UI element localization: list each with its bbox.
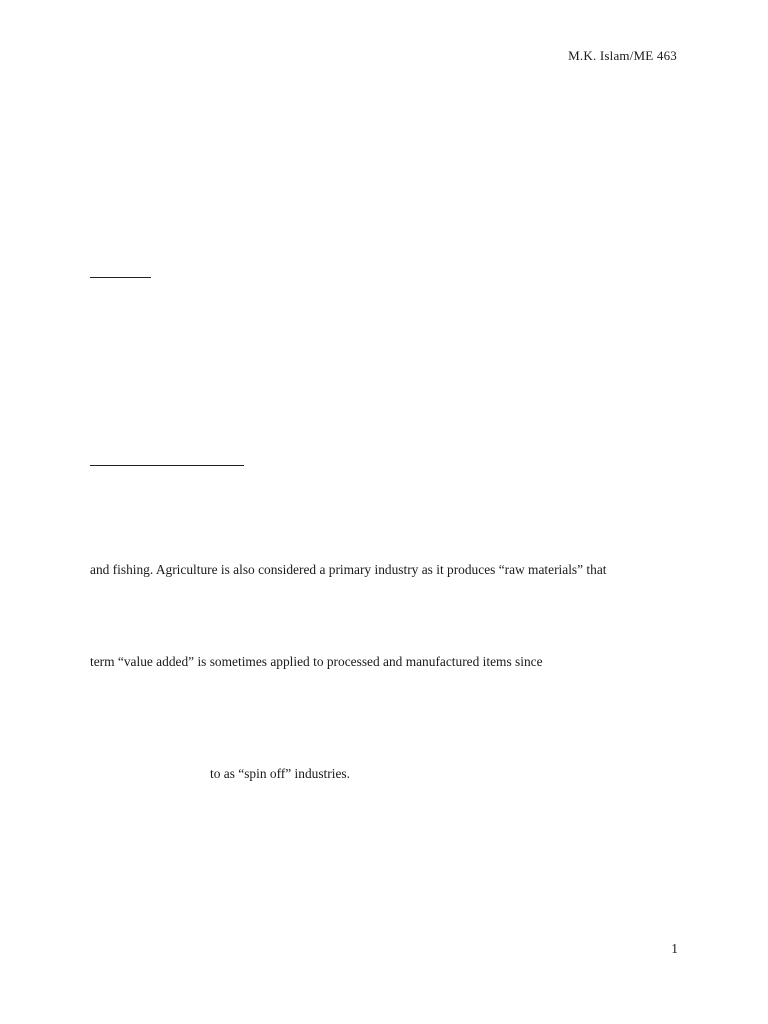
running-header: M.K. Islam/ME 463 xyxy=(568,48,677,63)
heading-underline-2 xyxy=(90,465,244,466)
body-text-line: and fishing. Agriculture is also considered a primary industry as it produces “raw materials” that xyxy=(90,562,607,577)
body-text-line: to as “spin off” industries. xyxy=(210,766,350,781)
page-number: 1 xyxy=(671,941,678,956)
heading-underline-1 xyxy=(90,277,151,278)
body-text-line: term “value added” is sometimes applied to processed and manufactured items since xyxy=(90,654,543,669)
